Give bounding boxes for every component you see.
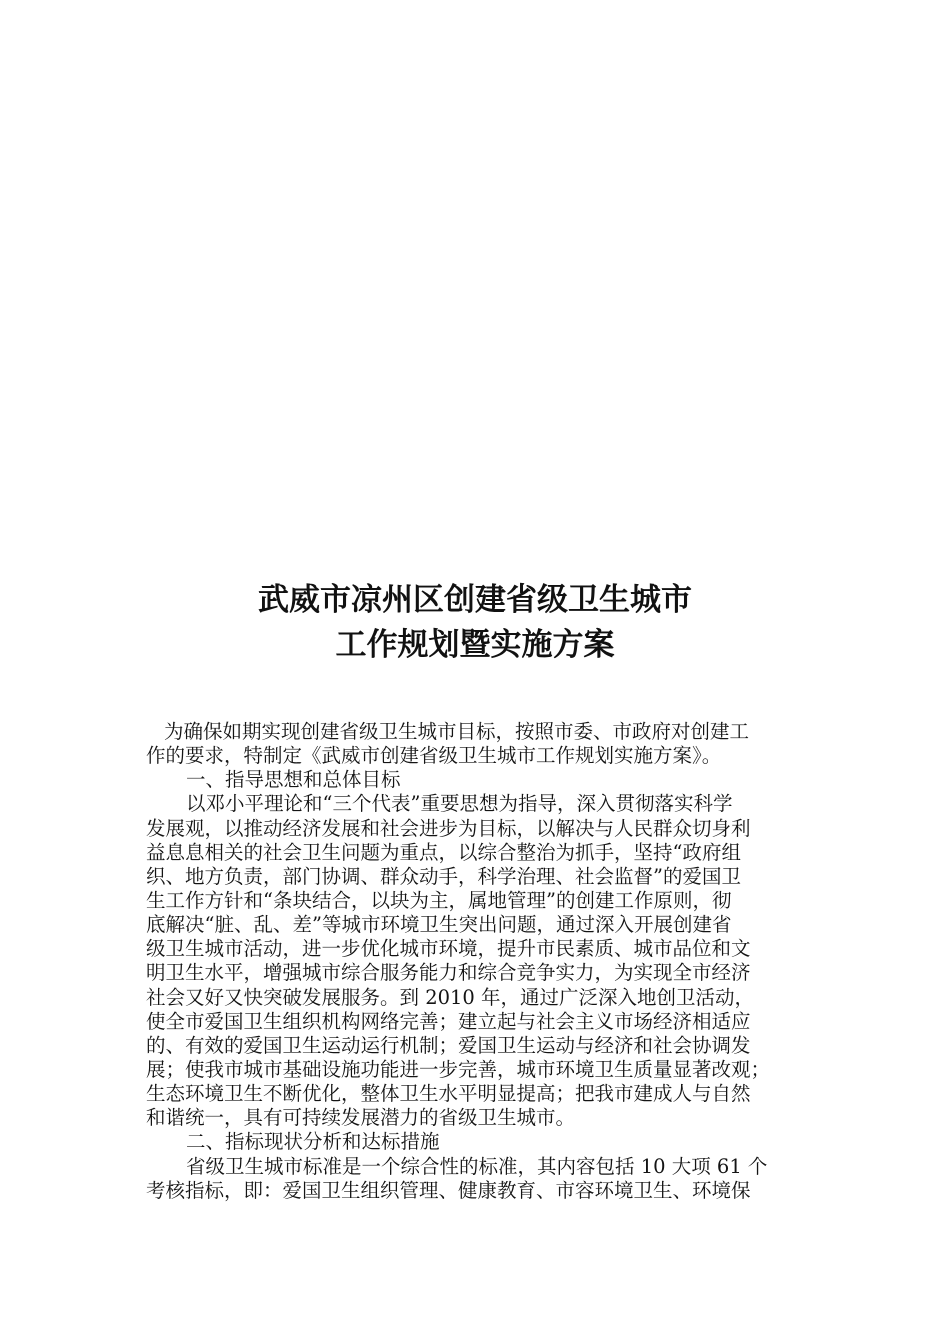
paragraph-line: 的、有效的爱国卫生运动运行机制；爱国卫生运动与经济和社会协调发 xyxy=(146,1033,751,1057)
paragraph-line: 社会又好又快突破发展服务。到 2010 年，通过广泛深入地创卫活动， xyxy=(146,985,755,1009)
paragraph-line: 以邓小平理论和“三个代表”重要思想为指导，深入贯彻落实科学 xyxy=(186,792,733,816)
paragraph-line: 展；使我市城市基础设施功能进一步完善，城市环境卫生质量显著改观； xyxy=(146,1057,771,1081)
document-title xyxy=(0,578,950,668)
paragraph-line: 生态环境卫生不断优化，整体卫生水平明显提高；把我市建成人与自然 xyxy=(146,1082,751,1106)
paragraph-line: 为确保如期实现创建省级卫生城市目标，按照市委、市政府对创建工 xyxy=(164,720,750,743)
title-line-2: 工作规划暨实施方案 xyxy=(335,627,615,663)
paragraph-line: 省级卫生城市标准是一个综合性的标准，其内容包括 10 大项 61 个 xyxy=(186,1154,768,1178)
paragraph-line: 发展观，以推动经济发展和社会进步为目标，以解决与人民群众切身利 xyxy=(146,816,751,840)
section-heading: 二、指标现状分析和达标措施 xyxy=(186,1130,440,1154)
paragraph-line: 和谐统一，具有可持续发展潜力的省级卫生城市。 xyxy=(146,1106,576,1130)
paragraph-line: 益息息相关的社会卫生问题为重点，以综合整治为抓手，坚持“政府组 xyxy=(146,840,741,864)
section-heading: 一、指导思想和总体目标 xyxy=(186,768,401,792)
paragraph-line: 明卫生水平，增强城市综合服务能力和综合竞争实力，为实现全市经济 xyxy=(146,961,751,985)
paragraph-line: 级卫生城市活动，进一步优化城市环境，提升市民素质、城市品位和文 xyxy=(146,937,751,961)
paragraph-line: 生工作方针和“条块结合，以块为主，属地管理”的创建工作原则，彻 xyxy=(146,888,732,912)
paragraph-line: 使全市爱国卫生组织机构网络完善；建立起与社会主义市场经济相适应 xyxy=(146,1009,751,1033)
paragraph-line: 作的要求，特制定《武威市创建省级卫生城市工作规划实施方案》。 xyxy=(146,744,722,768)
paragraph-line: 底解决“脏、乱、差”等城市环境卫生突出问题，通过深入开展创建省 xyxy=(146,913,732,937)
title-line-1: 武威市凉州区创建省级卫生城市 xyxy=(258,582,692,618)
paragraph-line: 织、地方负责，部门协调、群众动手，科学治理、社会监督”的爱国卫 xyxy=(146,864,741,888)
paragraph-line: 考核指标，即：爱国卫生组织管理、健康教育、市容环境卫生、环境保 xyxy=(146,1178,751,1202)
document-body xyxy=(146,720,838,1203)
